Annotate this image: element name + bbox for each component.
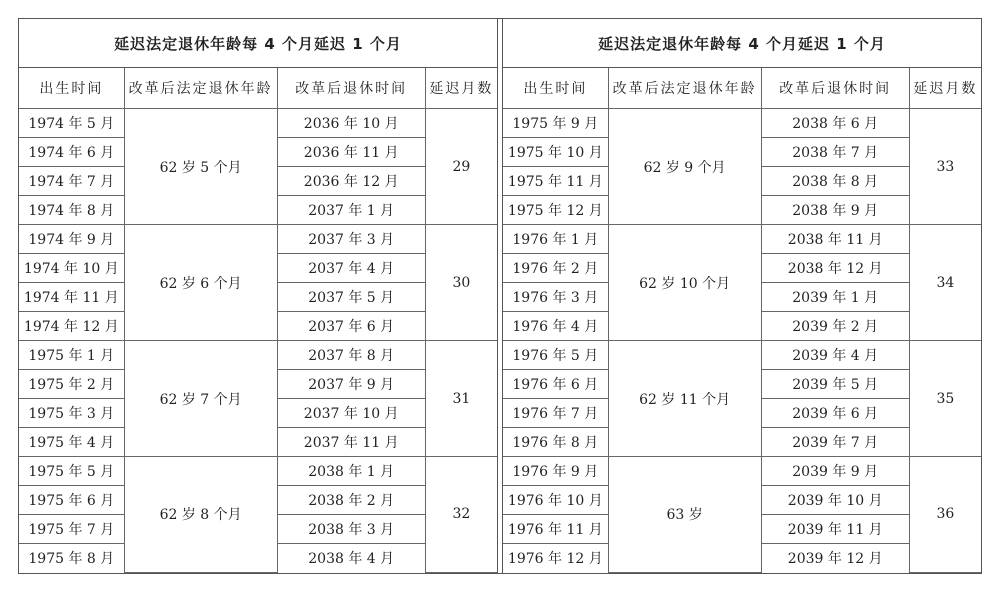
table-row	[503, 109, 981, 138]
retire-cell: 2037 年 11 月	[277, 428, 425, 457]
retire-cell: 2038 年 8 月	[761, 167, 909, 196]
birth-cell: 1974 年 11 月	[19, 283, 124, 312]
birth-cell: 1974 年 9 月	[19, 225, 124, 254]
delay-cell: 30	[425, 225, 497, 341]
birth-cell: 1976 年 9 月	[503, 457, 608, 486]
delay-cell: 35	[909, 341, 981, 457]
birth-cell: 1974 年 10 月	[19, 254, 124, 283]
age-cell: 62 岁 5 个月	[124, 109, 277, 225]
retire-cell: 2039 年 10 月	[761, 486, 909, 515]
birth-cell: 1974 年 8 月	[19, 196, 124, 225]
birth-cell: 1974 年 12 月	[19, 312, 124, 341]
retirement-table-document	[18, 18, 982, 574]
birth-cell: 1975 年 6 月	[19, 486, 124, 515]
birth-cell: 1975 年 5 月	[19, 457, 124, 486]
retire-cell: 2038 年 9 月	[761, 196, 909, 225]
retire-cell: 2037 年 1 月	[277, 196, 425, 225]
birth-cell: 1974 年 5 月	[19, 109, 124, 138]
table-row	[503, 457, 981, 486]
retire-cell: 2038 年 4 月	[277, 544, 425, 573]
birth-cell: 1976 年 4 月	[503, 312, 608, 341]
retire-cell: 2039 年 1 月	[761, 283, 909, 312]
retire-cell: 2036 年 11 月	[277, 138, 425, 167]
age-cell: 62 岁 6 个月	[124, 225, 277, 341]
birth-cell: 1975 年 8 月	[19, 544, 124, 573]
retire-cell: 2037 年 10 月	[277, 399, 425, 428]
birth-cell: 1976 年 10 月	[503, 486, 608, 515]
delay-cell: 31	[425, 341, 497, 457]
birth-cell: 1976 年 12 月	[503, 544, 608, 573]
birth-cell: 1975 年 10 月	[503, 138, 608, 167]
retire-cell: 2037 年 9 月	[277, 370, 425, 399]
retire-cell: 2038 年 7 月	[761, 138, 909, 167]
birth-cell: 1975 年 7 月	[19, 515, 124, 544]
retire-cell: 2037 年 4 月	[277, 254, 425, 283]
retire-cell: 2037 年 5 月	[277, 283, 425, 312]
header-retirement-time: 改革后退休时间	[277, 68, 425, 109]
birth-cell: 1975 年 2 月	[19, 370, 124, 399]
header-retirement-age: 改革后法定退休年龄	[124, 68, 277, 109]
retire-cell: 2037 年 8 月	[277, 341, 425, 370]
birth-cell: 1975 年 12 月	[503, 196, 608, 225]
birth-cell: 1974 年 7 月	[19, 167, 124, 196]
delay-cell: 34	[909, 225, 981, 341]
delay-cell: 36	[909, 457, 981, 573]
birth-cell: 1975 年 4 月	[19, 428, 124, 457]
birth-cell: 1976 年 1 月	[503, 225, 608, 254]
table-row	[19, 457, 497, 486]
retirement-table	[503, 68, 981, 573]
birth-cell: 1975 年 1 月	[19, 341, 124, 370]
retire-cell: 2038 年 2 月	[277, 486, 425, 515]
birth-cell: 1976 年 3 月	[503, 283, 608, 312]
age-cell: 62 岁 7 个月	[124, 341, 277, 457]
birth-cell: 1975 年 11 月	[503, 167, 608, 196]
retire-cell: 2039 年 4 月	[761, 341, 909, 370]
age-cell: 63 岁	[608, 457, 761, 573]
panel-left	[19, 19, 498, 573]
birth-cell: 1976 年 7 月	[503, 399, 608, 428]
retire-cell: 2039 年 7 月	[761, 428, 909, 457]
delay-cell: 29	[425, 109, 497, 225]
table-row	[19, 225, 497, 254]
birth-cell: 1976 年 2 月	[503, 254, 608, 283]
panel-title: 延迟法定退休年龄每 4 个月延迟 1 个月	[503, 19, 981, 68]
retire-cell: 2039 年 2 月	[761, 312, 909, 341]
panel-title: 延迟法定退休年龄每 4 个月延迟 1 个月	[19, 19, 497, 68]
retirement-table	[19, 68, 497, 573]
delay-cell: 32	[425, 457, 497, 573]
birth-cell: 1975 年 9 月	[503, 109, 608, 138]
birth-cell: 1974 年 6 月	[19, 138, 124, 167]
table-row	[19, 109, 497, 138]
birth-cell: 1976 年 8 月	[503, 428, 608, 457]
delay-cell: 33	[909, 109, 981, 225]
birth-cell: 1976 年 11 月	[503, 515, 608, 544]
header-birth-time: 出生时间	[19, 68, 124, 109]
retire-cell: 2036 年 10 月	[277, 109, 425, 138]
retire-cell: 2036 年 12 月	[277, 167, 425, 196]
retire-cell: 2039 年 11 月	[761, 515, 909, 544]
birth-cell: 1976 年 5 月	[503, 341, 608, 370]
table-row	[503, 225, 981, 254]
table-row	[503, 341, 981, 370]
header-delay-months: 延迟月数	[909, 68, 981, 109]
retire-cell: 2039 年 5 月	[761, 370, 909, 399]
table-row	[19, 341, 497, 370]
retire-cell: 2039 年 9 月	[761, 457, 909, 486]
birth-cell: 1976 年 6 月	[503, 370, 608, 399]
retire-cell: 2039 年 6 月	[761, 399, 909, 428]
header-retirement-age: 改革后法定退休年龄	[608, 68, 761, 109]
age-cell: 62 岁 8 个月	[124, 457, 277, 573]
panel-right	[502, 19, 981, 573]
header-birth-time: 出生时间	[503, 68, 608, 109]
retire-cell: 2038 年 3 月	[277, 515, 425, 544]
retire-cell: 2038 年 6 月	[761, 109, 909, 138]
retire-cell: 2038 年 1 月	[277, 457, 425, 486]
age-cell: 62 岁 9 个月	[608, 109, 761, 225]
age-cell: 62 岁 11 个月	[608, 341, 761, 457]
header-delay-months: 延迟月数	[425, 68, 497, 109]
retire-cell: 2037 年 3 月	[277, 225, 425, 254]
retire-cell: 2038 年 12 月	[761, 254, 909, 283]
header-retirement-time: 改革后退休时间	[761, 68, 909, 109]
retire-cell: 2037 年 6 月	[277, 312, 425, 341]
age-cell: 62 岁 10 个月	[608, 225, 761, 341]
retire-cell: 2039 年 12 月	[761, 544, 909, 573]
birth-cell: 1975 年 3 月	[19, 399, 124, 428]
retire-cell: 2038 年 11 月	[761, 225, 909, 254]
